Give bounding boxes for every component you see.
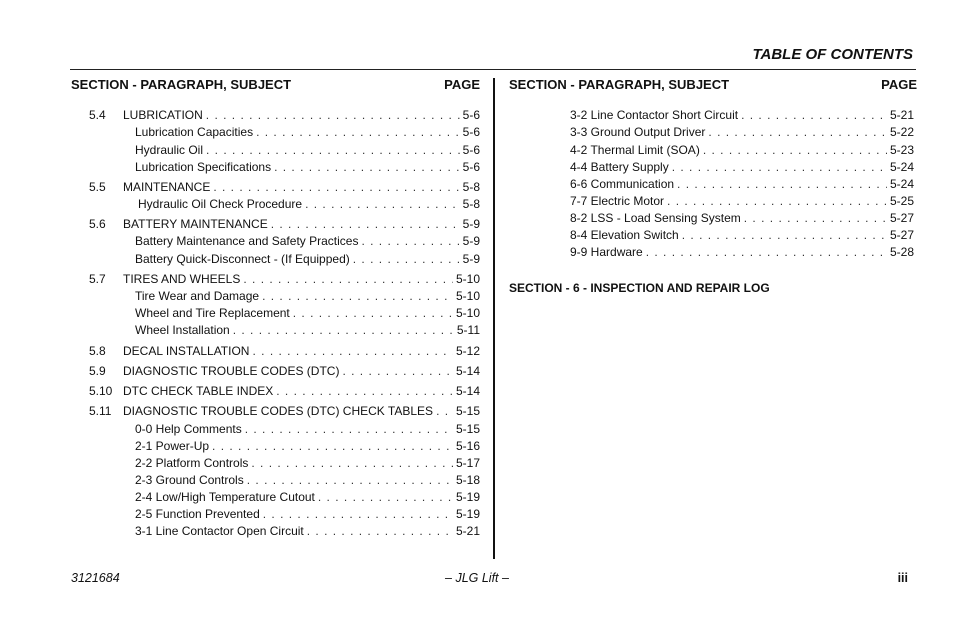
leader-dots — [342, 364, 453, 379]
entry-title: 2-5 Function Prevented — [135, 507, 260, 521]
leader-dots — [243, 272, 453, 287]
entry-title: Lubrication Capacities — [135, 125, 254, 139]
leader-dots — [703, 143, 887, 158]
toc-entry[interactable] — [135, 143, 480, 158]
entry-page: 5-15 — [455, 422, 480, 436]
toc-entry[interactable] — [89, 404, 480, 419]
entry-page: 5-9 — [462, 234, 480, 248]
entry-number: 5.11 — [89, 404, 112, 418]
right-column-heading — [509, 77, 917, 92]
entry-number: 5.5 — [89, 180, 106, 194]
entry-title: 4-4 Battery Supply — [570, 160, 669, 174]
leader-dots — [233, 323, 454, 338]
entry-page: 5-18 — [455, 473, 480, 487]
leader-dots — [307, 524, 453, 539]
entry-number: 5.10 — [89, 384, 113, 398]
entry-title: TIRES AND WHEELS — [123, 272, 241, 286]
entry-page: 5-9 — [462, 217, 480, 231]
leader-dots — [293, 306, 453, 321]
entry-title: DTC CHECK TABLE INDEX — [123, 384, 274, 398]
entry-title: Tire Wear and Damage — [135, 289, 260, 303]
entry-title: 3-2 Line Contactor Short Circuit — [570, 108, 739, 122]
toc-entry[interactable] — [89, 384, 480, 399]
toc-entry[interactable] — [570, 143, 914, 158]
leader-dots — [252, 344, 452, 359]
footer-center-text: – JLG Lift – — [445, 571, 509, 585]
leader-dots — [318, 490, 453, 505]
leader-dots — [206, 108, 460, 123]
toc-entry[interactable] — [89, 108, 480, 123]
toc-entry[interactable] — [89, 344, 480, 359]
left-heading-text: SECTION - PARAGRAPH, SUBJECT — [71, 77, 292, 92]
entry-title: Lubrication Specifications — [135, 160, 272, 174]
entry-title: 6-6 Communication — [570, 177, 675, 191]
leader-dots — [206, 143, 460, 158]
leader-dots — [271, 217, 460, 232]
toc-entry[interactable] — [570, 125, 914, 140]
toc-entry[interactable] — [570, 108, 914, 123]
entry-page: 5-12 — [455, 344, 480, 358]
toc-entry[interactable] — [135, 456, 480, 471]
toc-entry[interactable] — [135, 323, 480, 338]
toc-entry[interactable] — [89, 364, 480, 379]
entry-page: 5-14 — [455, 384, 480, 398]
section-6-heading[interactable]: SECTION - 6 - INSPECTION AND REPAIR LOG — [509, 281, 770, 295]
entry-title: Wheel and Tire Replacement — [135, 306, 290, 320]
right-heading-text: SECTION - PARAGRAPH, SUBJECT — [509, 77, 730, 92]
toc-entry[interactable] — [135, 289, 480, 304]
toc-entry[interactable] — [89, 217, 480, 232]
leader-dots — [305, 197, 460, 212]
toc-entry[interactable] — [570, 194, 914, 209]
leader-dots — [274, 160, 460, 175]
entry-page: 5-6 — [462, 160, 480, 174]
toc-entry[interactable] — [570, 160, 914, 175]
toc-entry[interactable] — [570, 177, 914, 192]
leader-dots — [667, 194, 887, 209]
leader-dots — [682, 228, 887, 243]
right-page-label: PAGE — [881, 77, 917, 92]
entry-page: 5-28 — [889, 245, 914, 259]
entry-title: LUBRICATION — [123, 108, 203, 122]
entry-page: 5-19 — [455, 490, 480, 504]
entry-title: 3-3 Ground Output Driver — [570, 125, 706, 139]
footer-doc-number: 3121684 — [71, 571, 120, 585]
toc-entry[interactable] — [135, 234, 480, 249]
entry-title: Hydraulic Oil — [135, 143, 204, 157]
entry-page: 5-9 — [462, 252, 480, 266]
toc-entry[interactable] — [135, 439, 480, 454]
entry-page: 5-8 — [462, 180, 480, 194]
leader-dots — [677, 177, 887, 192]
toc-entry[interactable] — [570, 245, 914, 260]
entry-title: Battery Maintenance and Safety Practices — [135, 234, 359, 248]
entry-page: 5-21 — [455, 524, 480, 538]
leader-dots — [708, 125, 887, 140]
toc-entry[interactable] — [135, 473, 480, 488]
leader-dots — [251, 456, 453, 471]
leader-dots — [436, 404, 453, 419]
entry-page: 5-21 — [889, 108, 914, 122]
header-rule — [70, 69, 916, 70]
entry-page: 5-6 — [462, 143, 480, 157]
entry-page: 5-15 — [455, 404, 480, 418]
toc-entry[interactable] — [89, 180, 480, 195]
entry-title: DIAGNOSTIC TROUBLE CODES (DTC) — [123, 364, 340, 378]
leader-dots — [213, 180, 459, 195]
leader-dots — [247, 473, 453, 488]
toc-entry[interactable] — [135, 125, 480, 140]
entry-title: BATTERY MAINTENANCE — [123, 217, 268, 231]
footer-page-number: iii — [897, 571, 908, 585]
entry-title: 2-1 Power-Up — [135, 439, 210, 453]
entry-page: 5-11 — [456, 323, 480, 337]
leader-dots — [256, 125, 460, 140]
entry-title: 3-1 Line Contactor Open Circuit — [135, 524, 304, 538]
entry-title: Wheel Installation — [135, 323, 230, 337]
entry-title: 2-4 Low/High Temperature Cutout — [135, 490, 315, 504]
toc-entry[interactable] — [135, 252, 480, 267]
leader-dots — [262, 289, 453, 304]
toc-entry[interactable] — [570, 211, 914, 226]
entry-page: 5-25 — [889, 194, 914, 208]
entry-number: 5.9 — [89, 364, 106, 378]
entry-page: 5-17 — [455, 456, 480, 470]
entry-title: 8-4 Elevation Switch — [570, 228, 679, 242]
entry-page: 5-22 — [889, 125, 914, 139]
entry-page: 5-10 — [455, 272, 480, 286]
entry-title: 7-7 Electric Motor — [570, 194, 665, 208]
entry-page: 5-6 — [462, 125, 480, 139]
toc-entry[interactable] — [135, 490, 480, 505]
entry-page: 5-24 — [889, 160, 914, 174]
toc-entry[interactable] — [89, 272, 480, 287]
toc-entry[interactable] — [138, 197, 480, 212]
entry-number: 5.4 — [89, 108, 106, 122]
entry-page: 5-8 — [462, 197, 480, 211]
entry-title: DIAGNOSTIC TROUBLE CODES (DTC) CHECK TABLES — [123, 404, 434, 418]
entry-title: DECAL INSTALLATION — [123, 344, 250, 358]
toc-entry[interactable] — [135, 422, 480, 437]
entry-page: 5-23 — [889, 143, 914, 157]
toc-entry[interactable] — [135, 160, 480, 175]
entry-page: 5-16 — [455, 439, 480, 453]
leader-dots — [276, 384, 453, 399]
leader-dots — [744, 211, 887, 226]
entry-page: 5-19 — [455, 507, 480, 521]
entry-page: 5-6 — [462, 108, 480, 122]
toc-entry[interactable] — [570, 228, 914, 243]
entry-title: 4-2 Thermal Limit (SOA) — [570, 143, 700, 157]
entry-title: 8-2 LSS - Load Sensing System — [570, 211, 741, 225]
entry-page: 5-24 — [889, 177, 914, 191]
entry-number: 5.6 — [89, 217, 106, 231]
entry-title: 9-9 Hardware — [570, 245, 643, 259]
leader-dots — [245, 422, 453, 437]
entry-title: MAINTENANCE — [123, 180, 211, 194]
left-page-label: PAGE — [444, 77, 480, 92]
entry-page: 5-27 — [889, 228, 914, 242]
entry-page: 5-27 — [889, 211, 914, 225]
leader-dots — [212, 439, 453, 454]
entry-page: 5-14 — [455, 364, 480, 378]
column-divider — [493, 78, 495, 559]
leader-dots — [741, 108, 887, 123]
entry-number: 5.8 — [89, 344, 106, 358]
entry-page: 5-10 — [455, 306, 480, 320]
entry-title: 0-0 Help Comments — [135, 422, 242, 436]
leader-dots — [672, 160, 887, 175]
entry-title: 2-2 Platform Controls — [135, 456, 249, 470]
leader-dots — [646, 245, 887, 260]
toc-entry[interactable] — [135, 507, 480, 522]
leader-dots — [353, 252, 460, 267]
entry-title: Hydraulic Oil Check Procedure — [138, 197, 303, 211]
entry-page: 5-10 — [455, 289, 480, 303]
left-column-heading — [71, 77, 480, 92]
entry-title: 2-3 Ground Controls — [135, 473, 244, 487]
leader-dots — [263, 507, 453, 522]
toc-entry[interactable] — [135, 524, 480, 539]
entry-title: Battery Quick-Disconnect - (If Equipped) — [135, 252, 350, 266]
toc-entry[interactable] — [135, 306, 480, 321]
header-title: TABLE OF CONTENTS — [752, 46, 913, 63]
entry-number: 5.7 — [89, 272, 106, 286]
leader-dots — [361, 234, 459, 249]
